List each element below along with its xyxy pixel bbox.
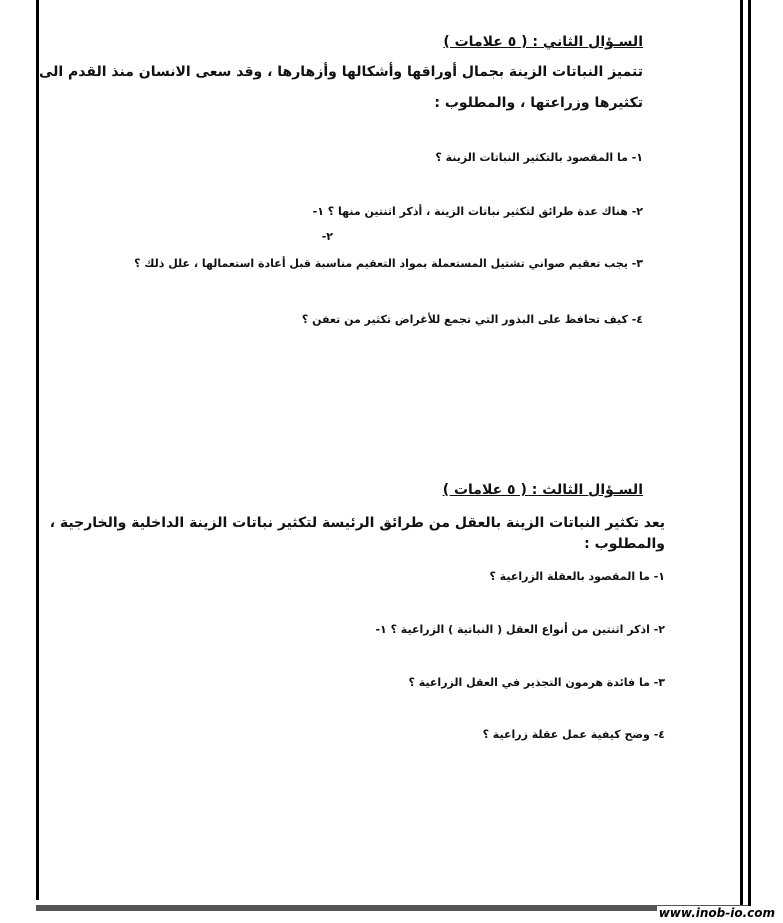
question-2-item-2: ٢- هناك عدة طرائق لتكثير نباتات الزينة ، أذكر اثنتين منها ؟ ١-: [312, 205, 643, 218]
page-left-border: [36, 0, 39, 900]
question-3-item-1: ١- ما المقصود بالعقلة الزراعية ؟: [489, 570, 665, 583]
page-right-border: [740, 0, 743, 910]
question-2-heading: السـؤال الثاني : ( ٥ علامات ): [443, 34, 643, 50]
question-2-item-3: ٣- يجب تعقيم صواني تشتيل المستعملة بمواد التعقيم مناسبة قبل أعادة استعمالها ، علل ذلك ؟: [134, 257, 643, 270]
question-3-item-3: ٣- ما فائدة هرمون التجذير في العقل الزراعية ؟: [408, 676, 665, 689]
question-2-item-2-blank: ٢-: [321, 230, 333, 243]
question-3-item-4: ٤- وضح كيفية عمل عقلة زراعية ؟: [482, 728, 665, 741]
question-3-intro-line2: والمطلوب :: [584, 536, 665, 552]
question-2-item-1: ١- ما المقصود بالتكثير النباتات الزينة ؟: [435, 151, 643, 164]
question-3-intro-line1: يعد تكثير النباتات الزينة بالعقل من طرائق الرئيسة لتكثير نباتات الزينة الداخلية والخارجية ،: [49, 515, 665, 531]
site-watermark: www.inob-io.com: [658, 906, 775, 920]
question-3-item-2: ٢- اذكر اثنتين من أنواع العقل ( النباتية ) الزراعية ؟ ١-: [375, 623, 665, 636]
question-2-intro-line1: تتميز النباتات الزينة بجمال أوراقها وأشكالها وأزهارها ، وقد سعى الانسان منذ القدم الى: [38, 64, 643, 80]
page-bottom-edge: [36, 905, 748, 911]
page-right-border-outer: [748, 0, 751, 910]
question-2-intro-line2: تكثيرها وزراعتها ، والمطلوب :: [434, 95, 643, 111]
question-2-item-4: ٤- كيف تحافظ على البذور التي تجمع للأغراض تكثير من تعفن ؟: [301, 313, 643, 326]
question-3-heading: السـؤال الثالث : ( ٥ علامات ): [442, 482, 643, 498]
